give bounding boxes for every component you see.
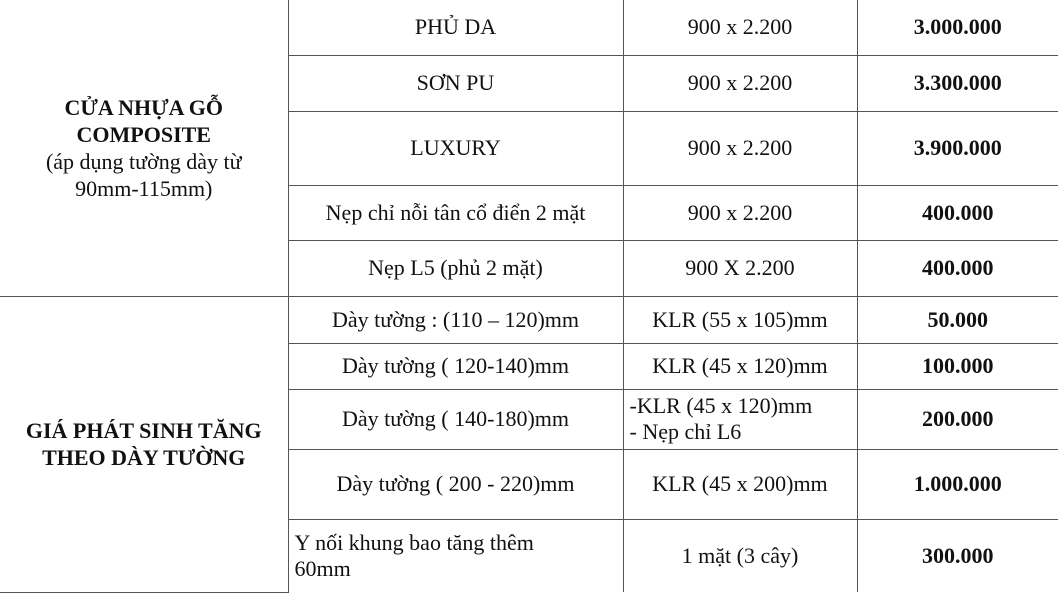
price-cell: 3.000.000 bbox=[857, 0, 1058, 55]
item-cell: Dày tường ( 200 - 220)mm bbox=[288, 449, 623, 519]
item-cell: Nẹp chỉ nỗi tân cổ điển 2 mặt bbox=[288, 185, 623, 240]
item-cell: LUXURY bbox=[288, 111, 623, 185]
price-cell: 300.000 bbox=[857, 519, 1058, 592]
item-line: Y nối khung bao tăng thêm bbox=[294, 529, 534, 555]
price-cell: 100.000 bbox=[857, 343, 1058, 389]
item-line: 60mm bbox=[294, 555, 351, 581]
price-cell: 200.000 bbox=[857, 389, 1058, 449]
group-title-line: CỬA NHỰA GỖ bbox=[64, 94, 223, 120]
item-cell: Nẹp L5 (phủ 2 mặt) bbox=[288, 240, 623, 296]
size-cell: 900 x 2.200 bbox=[623, 55, 857, 111]
size-cell: 1 mặt (3 cây) bbox=[623, 519, 857, 592]
item-cell: Dày tường : (110 – 120)mm bbox=[288, 296, 623, 343]
size-cell: KLR (55 x 105)mm bbox=[623, 296, 857, 343]
item-cell: Dày tường ( 120-140)mm bbox=[288, 343, 623, 389]
group-title-line: COMPOSITE bbox=[76, 121, 211, 147]
item-cell: PHỦ DA bbox=[288, 0, 623, 55]
size-cell bbox=[623, 389, 857, 449]
size-cell: KLR (45 x 120)mm bbox=[623, 343, 857, 389]
group-label-composite-door bbox=[0, 0, 288, 296]
price-cell: 400.000 bbox=[857, 185, 1058, 240]
group-title-line: GIÁ PHÁT SINH TĂNG bbox=[25, 418, 262, 443]
size-cell: 900 x 2.200 bbox=[623, 0, 857, 55]
size-cell: 900 x 2.200 bbox=[623, 111, 857, 185]
item-cell: SƠN PU bbox=[288, 55, 623, 111]
price-cell: 1.000.000 bbox=[857, 449, 1058, 519]
size-cell: 900 X 2.200 bbox=[623, 240, 857, 296]
table-row bbox=[0, 0, 1058, 55]
size-cell: KLR (45 x 200)mm bbox=[623, 449, 857, 519]
group-subtitle-line: 90mm-115mm) bbox=[75, 175, 213, 201]
price-cell: 400.000 bbox=[857, 240, 1058, 296]
group-title-line: THEO DÀY TƯỜNG bbox=[42, 445, 246, 470]
price-cell: 3.300.000 bbox=[857, 55, 1058, 111]
price-cell: 3.900.000 bbox=[857, 111, 1058, 185]
group-subtitle-line: (áp dụng tường dày từ bbox=[45, 148, 242, 174]
size-line: -KLR (45 x 120)mm bbox=[629, 393, 813, 418]
table-row bbox=[0, 296, 1058, 343]
item-cell bbox=[288, 519, 623, 592]
size-line: - Nẹp chỉ L6 bbox=[629, 419, 742, 444]
price-cell: 50.000 bbox=[857, 296, 1058, 343]
item-cell: Dày tường ( 140-180)mm bbox=[288, 389, 623, 449]
group-label-wall-thickness bbox=[0, 296, 288, 592]
size-cell: 900 x 2.200 bbox=[623, 185, 857, 240]
